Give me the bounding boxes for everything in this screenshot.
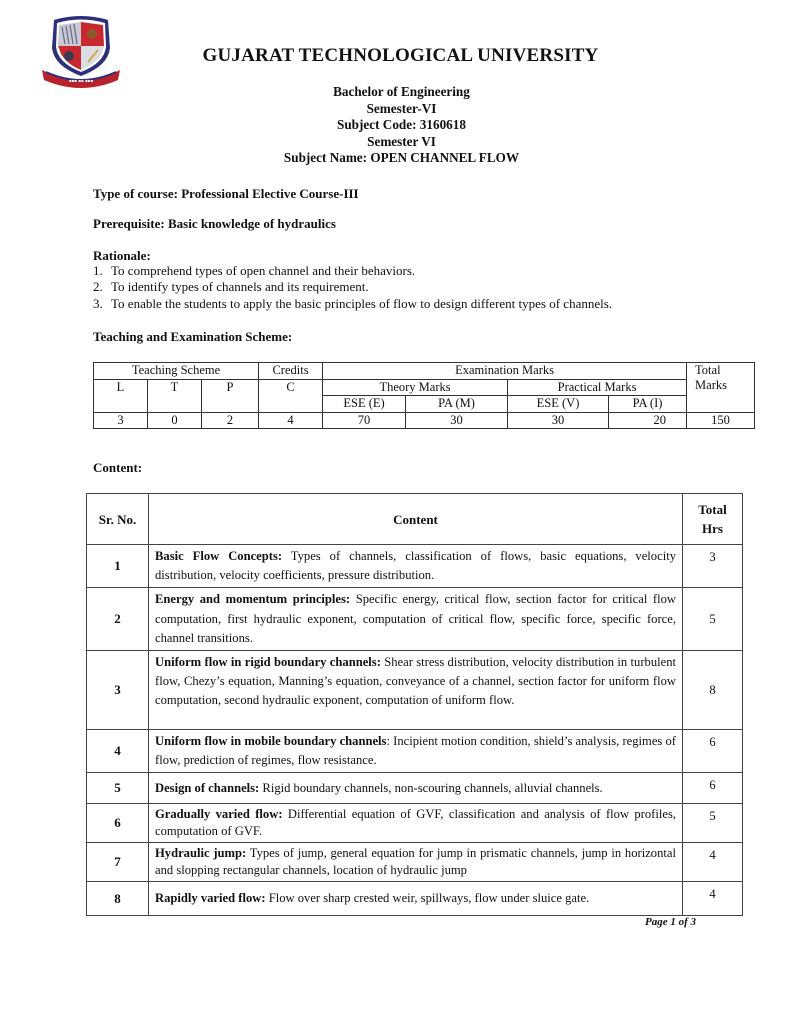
rationale-item: 1. To comprehend types of open channel and their behaviors. — [93, 263, 416, 278]
sr-no-header: Sr. No. — [87, 494, 149, 545]
table-row — [87, 843, 743, 882]
content-text: Gradually varied flow: Differential equation of GVF, classification and analysis of flow profiles, computation of GVF. — [149, 804, 683, 843]
hrs: 6 — [683, 730, 743, 773]
practical-marks-header: Practical Marks — [508, 379, 687, 396]
table-row — [87, 588, 743, 651]
sr-no: 1 — [87, 545, 149, 588]
table-row — [87, 545, 743, 588]
exam-marks-header: Examination Marks — [323, 363, 687, 380]
sr-no: 5 — [87, 773, 149, 804]
ese-e-header: ESE (E) — [323, 396, 406, 413]
degree: Bachelor of Engineering — [333, 84, 470, 99]
ese-e-value: 70 — [323, 412, 406, 429]
course-type: Type of course: Professional Elective Course-III — [93, 186, 359, 201]
content-text: Energy and momentum principles: Specific energy, critical flow, section factor for critical flow computation, first hydraulic exponent, computation of critical flow, specific force, specific force, channel transitions. — [149, 588, 683, 651]
hrs: 5 — [683, 804, 743, 843]
scheme-table — [93, 362, 755, 429]
sr-no: 8 — [87, 882, 149, 916]
svg-text:▪▪▪ ▪▪ ▪▪▪: ▪▪▪ ▪▪ ▪▪▪ — [68, 78, 94, 83]
subject-code: Subject Code: 3160618 — [337, 117, 466, 133]
pa-m-value: 30 — [406, 412, 508, 429]
total-hrs-header: Total Hrs — [683, 494, 743, 545]
table-row — [87, 773, 743, 804]
course-header — [0, 84, 791, 167]
table-row — [87, 804, 743, 843]
c-header: C — [259, 379, 323, 412]
subject-name: Subject Name: OPEN CHANNEL FLOW — [283, 150, 520, 166]
hrs: 8 — [683, 651, 743, 730]
semester-repeat: Semester VI — [367, 133, 436, 149]
ese-v-value: 30 — [508, 412, 609, 429]
prerequisite: Prerequisite: Basic knowledge of hydraulics — [93, 216, 336, 231]
pa-i-header: PA (I) — [609, 396, 687, 413]
hrs: 5 — [683, 588, 743, 651]
content-text: Design of channels: Rigid boundary channels, non-scouring channels, alluvial channels. — [149, 773, 683, 804]
total-marks-value: 150 — [687, 412, 755, 429]
total-marks-header: Total Marks — [687, 363, 755, 413]
scheme-heading: Teaching and Examination Scheme: — [93, 329, 293, 344]
content-text: Uniform flow in mobile boundary channels: Incipient motion condition, shield’s analysis, regimes of flow, prediction of regimes, flow resistance. — [149, 730, 683, 773]
sr-no: 4 — [87, 730, 149, 773]
rationale-item: 3. To enable the students to apply the basic principles of flow to design different types of channels. — [93, 295, 613, 311]
content-header: Content — [149, 494, 683, 545]
content-heading: Content: — [93, 460, 143, 475]
pa-i-value: 20 — [609, 412, 687, 429]
hrs: 4 — [683, 882, 743, 916]
semester: Semester-VI — [366, 100, 437, 116]
content-text: Basic Flow Concepts: Types of channels, classification of flows, basic equations, velocity distribution, velocity coefficients, pressure distribution. — [149, 545, 683, 588]
theory-marks-header: Theory Marks — [323, 379, 508, 396]
page-number: Page 1 of 3 — [645, 916, 697, 928]
content-text: Uniform flow in rigid boundary channels: Shear stress distribution, velocity distribution in turbulent flow, Chezy’s equation, Manning’s equation, conveyance of a channel, section factor for uniform flow computation, second hydraulic exponent, computation of uniform flow. — [149, 651, 683, 730]
university-title: GUJARAT TECHNOLOGICAL UNIVERSITY — [202, 45, 599, 66]
t-header: T — [148, 379, 202, 412]
t-value: 0 — [148, 412, 202, 429]
l-value: 3 — [94, 412, 148, 429]
pa-m-header: PA (M) — [406, 396, 508, 413]
ese-v-header: ESE (V) — [508, 396, 609, 413]
content-text: Hydraulic jump: Types of jump, general equation for jump in prismatic channels, jump in horizontal and slopping rectangular channels, location of hydraulic jump — [149, 843, 683, 882]
table-row — [87, 730, 743, 773]
rationale-heading: Rationale: — [93, 248, 151, 263]
l-header: L — [94, 379, 148, 412]
hrs: 6 — [683, 773, 743, 804]
teaching-scheme-header: Teaching Scheme — [94, 363, 259, 380]
rationale-item: 2. To identify types of channels and its requirement. — [93, 279, 369, 295]
table-row — [87, 651, 743, 730]
hrs: 3 — [683, 545, 743, 588]
rationale-list — [93, 263, 612, 312]
sr-no: 2 — [87, 588, 149, 651]
sr-no: 7 — [87, 843, 149, 882]
p-value: 2 — [202, 412, 259, 429]
table-row — [87, 882, 743, 916]
hrs: 4 — [683, 843, 743, 882]
sr-no: 3 — [87, 651, 149, 730]
p-header: P — [202, 379, 259, 412]
sr-no: 6 — [87, 804, 149, 843]
content-text: Rapidly varied flow: Flow over sharp crested weir, spillways, flow under sluice gate. — [149, 882, 683, 916]
content-table — [86, 493, 743, 916]
credits-header: Credits — [259, 363, 323, 380]
c-value: 4 — [259, 412, 323, 429]
